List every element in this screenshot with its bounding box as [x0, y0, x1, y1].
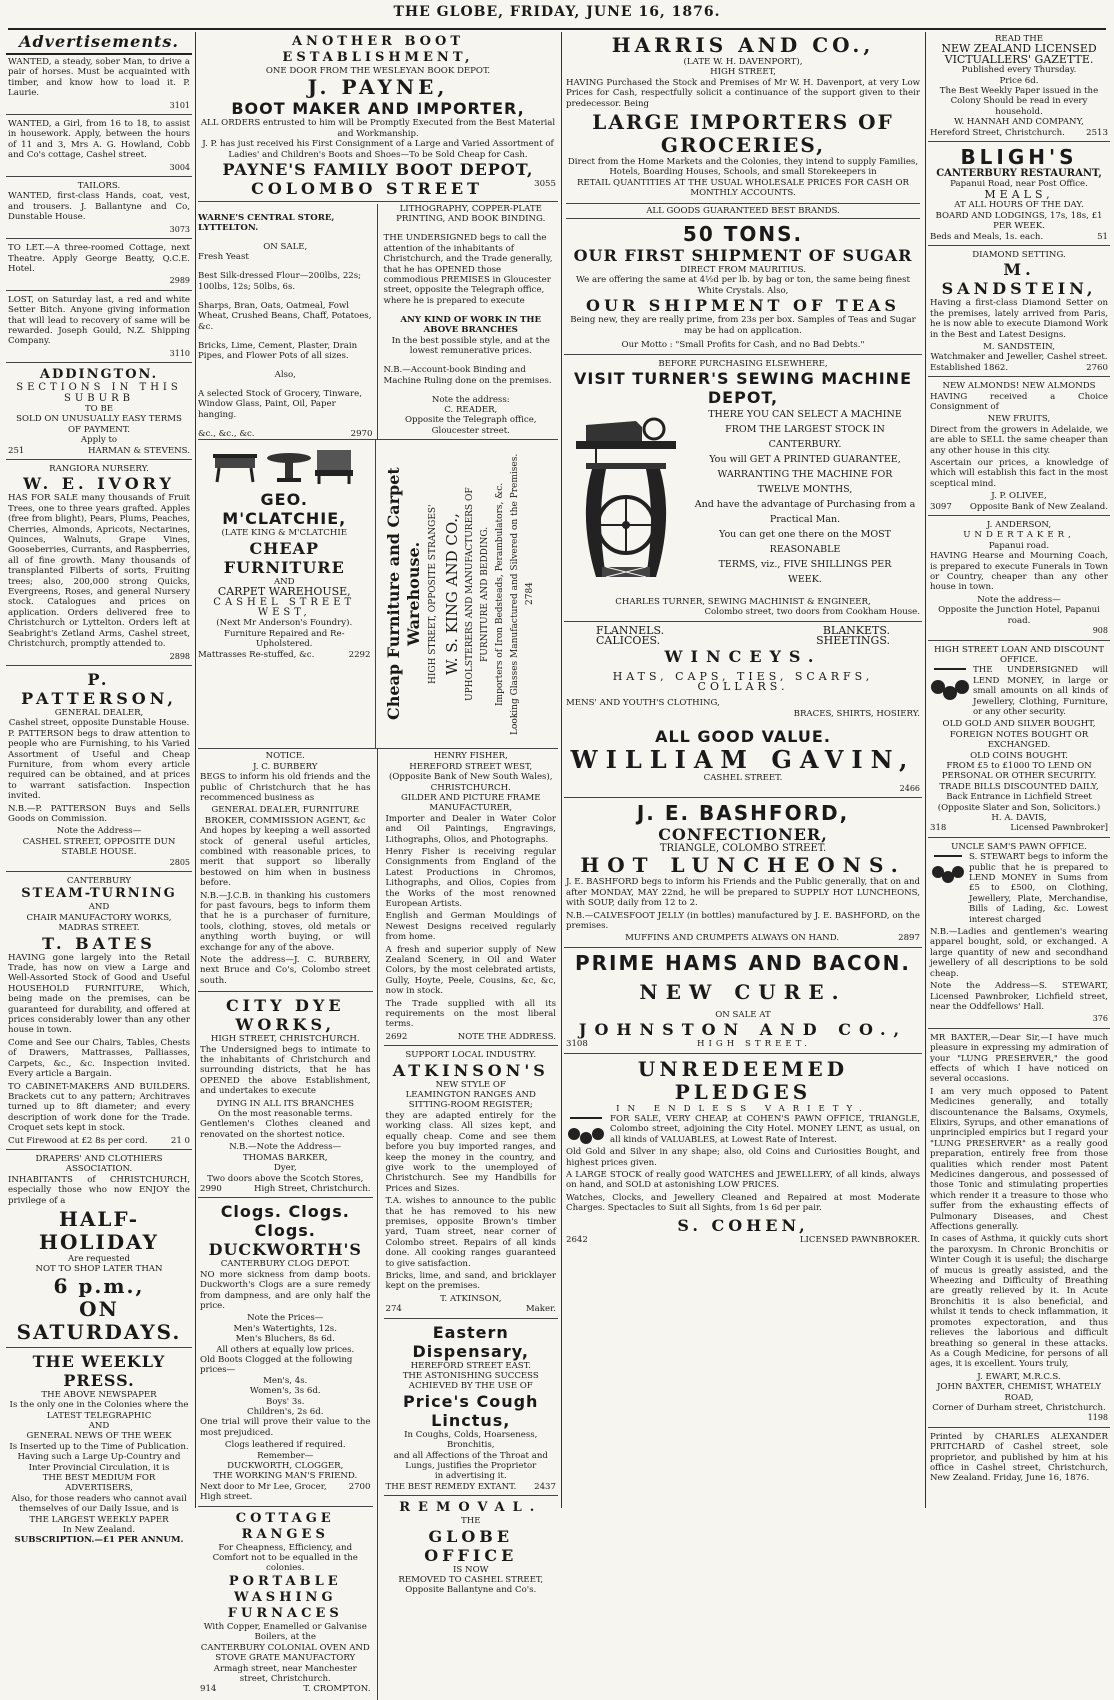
masthead-rule — [8, 28, 1106, 30]
ad-payne-boots: ANOTHER BOOT ESTABLISHMENT, ONE DOOR FROM THE WESLEYAN BOOK DEPOT. J. PAYNE, BOOT MAKER AND IMPORTER, ALL ORDERS entrusted to him will be Promptly Executed from the Best Material and Workmanship. J. P. has just received his First Consignment of a Large and Varied Assortment of Ladies' and Children's Boots and Shoes—To be Sold Cheap for Cash. PAYNE'S FAMILY BOOT DEPOT, COLOMBO STREET 3055 — [198, 32, 558, 202]
ads-row-furniture — [198, 440, 558, 749]
ad-anderson-undertaker: J. ANDERSON, UNDERTAKER, Papanui road. HAVING Hearse and Mourning Coach, is prepared to execute Funerals in Town or Country, cheaper than any other house in town. Note the address— Opposite the Junction Hotel, Papanui road. 908 — [928, 518, 1110, 640]
ad-sandstein: DIAMOND SETTING. M. SANDSTEIN, Having a first-class Diamond Setter on the premises, lately arrived from Paris, he is now able to execute Diamond Work in the Best and Latest Designs. M. SANDSTEIN, Watchmaker and Jeweller, Cashel street. Established 1862. 2760 — [928, 248, 1110, 377]
ad-globe-removal: REMOVAL. THE GLOBE OFFICE IS NOW REMOVED TO CASHEL STREET, Opposite Ballantyne and Co's. — [398, 1500, 544, 1596]
ad-uncle-sams-pawn: UNCLE SAM'S PAWN OFFICE. S. STEWART begs to inform the public that he is prepared to LEND MONEY in Sums from £5 to £500, on Clothing, Jewellery, Plate, Merchandise, Bills of Lading, &c. Lowest interest charged N.B.—Ladies and gentlemen's wearing apparel bought, sold, or exchanged. A large quantity of new and secondhand jewellery of all descriptions to be sold cheap. Note the Address—S. STEWART, Licensed Pawnbroker, Lichfield street, near the Oddfellows' Hall. 376 — [928, 840, 1110, 1029]
ad-johnston-hams: PRIME HAMS AND BACON. NEW CURE. ON SALE AT JOHNSTON AND CO., 3108 HIGH STREET. — [564, 950, 922, 1054]
ad-city-dye-works: CITY DYE WORKS, HIGH STREET, CHRISTCHURCH. The Undersigned begs to intimate to the inhabitants of Christchurch and surrounding districts, that he has OPENED the above Establishment, and undertakes to execute DYING IN ALL ITS BRANCHES On the most reasonable terms. Gentlemen's Clothes cleaned and renovated on the shortest notice. N.B.—Note the Address— THOMAS BARKER, Dyer, Two doors above the Scotch Stores, 2990 High Street, Christchurch. — [198, 994, 373, 1198]
ad-patterson: P. PATTERSON, GENERAL DEALER, Cashel street, opposite Dunstable House. P. PATTERSON begs to draw attention to people who are Furnishing, to his Varied Assortment of Useful and Cheap Furniture, from whom every article required can be obtained, and at prices to warrant satisfaction. Inspection invited. N.B.—P. PATTERSON Buys and Sells Goods on Commission. Note the Address— CASHEL STREET, OPPOSITE DUN STABLE HOUSE. 2805 — [6, 668, 192, 872]
ad-to-let: TO LET.—A three-roomed Cottage, next Theatre. Apply George Beatty, Q.C.E. Hotel. 2989 — [6, 241, 192, 291]
ad-wanted-girl: WANTED, a Girl, from 16 to 18, to assist in housework. Apply, between the hours of 11 and 3, Mrs A. G. Howland, Cobb and Co's cottage, Cashel street. 3004 — [6, 117, 192, 177]
ad-eastern-dispensary: Eastern Dispensary, HEREFORD STREET EAST. THE ASTONISHING SUCCESS ACHIEVED BY THE USE OF Price's Cough Linctus, In Coughs, Colds, Hoarseness, Bronchitis, and all Affections of the Throat and Lungs, justifies the Proprietor in advertising it. THE BEST REMEDY EXTANT. 2437 — [384, 1321, 559, 1497]
column-divider — [195, 32, 196, 1508]
ads-lower-left — [198, 749, 378, 1699]
ad-burbery: NOTICE. J. C. BURBERY BEGS to inform his old friends and the public of Christchurch that he has recommenced business as GENERAL DEALER, FURNITURE BROKER, COMMISSION AGENT, &c And hopes by keeping a well assorted stock of general useful articles, combined with reasonable prices, to merit that support so liberally bestowed on him when in business before. N.B.—J.C.B. in thanking his customers for past favours, begs to inform them that he is a purchaser of furniture, tools, clothing, stoves, old metals or anything worth buying, or will exchange for any of the above. Note the address—J. C. BURBERY, next Bruce and Co's, Colombo street south. — [198, 749, 373, 992]
ad-william-gavin: FLANNELS. BLANKETS. CALICOES. SHEETINGS. WINCEYS. HATS, CAPS, TIES, SCARFS, COLLARS. MENS' AND YOUTH'S CLOTHING, BRACES, SHIRTS, HOSIERY. ALL GOOD VALUE. WILLIAM GAVIN, CASHEL STREET. 2466 — [564, 624, 922, 798]
column-4 — [928, 32, 1110, 1508]
ads-lower-right — [384, 749, 559, 1699]
ad-mclatchie: GEO. M'CLATCHIE, (LATE KING & M'CLATCHIE CHEAP FURNITURE AND CARPET WAREHOUSE, CASHEL STREET WEST, (Next Mr Anderson's Foundry). Furniture Repaired and Re-Upholstered. Mattrasses Re-stuffed, &c. 2292 — [198, 440, 376, 748]
imprint: Printed by CHARLES ALEXANDER PRITCHARD of Cashel street, sole proprietor, and published by him at his office in Cashel street, Christchurch, New Zealand. Friday, June 16, 1876. — [930, 1431, 1108, 1484]
column-divider — [561, 32, 562, 1508]
ad-lung-preserver: MR BAXTER,—Dear Sir,—I have much pleasure in expressing my admiration of your "LUNG PRESERVER," the good effects of which I have noticed on several occasions. I am very much opposed to Patent Medicines generally, and totally discountenance the Balsams, Oxymels, Elixirs, Syrups, and other emanations of unprincipled empirics but I regard your "LUNG PRESERVER" as a really good preparation, entirely free from those qualities which render most Patent Medicines dangerous, and possessed of those Tonic and stimulating properties which render it a treasure to those who suffer from the exhausting effects of Pulmonary Diseases, and Chest Affections generally. In cases of Asthma, it quickly cuts short the paroxysm. In Chronic Bronchitis or Winter Cough it is useful; the discharge of mucus is greatly assisted, and the Wheezing and Difficulty of Breathing are greatly relieved by it. In Acute Bronchitis it is also beneficial, and whilst it tends to check inflammation, it promotes expectoration, and thus relieves the laborious and difficult breathing so general in these attacks. As a Cough Medicine, for persons of all ages, it is excellent. Yours truly, J. EWART, M.R.C.S. JOHN BAXTER, CHEMIST, WHATELY ROAD, Corner of Durham street, Christchurch. 1198 — [928, 1031, 1110, 1428]
ad-wanted-man: WANTED, a steady, sober Man, to drive a pair of horses. Must be acquainted with timber, and know how to load it. P. Laurie. 3101 — [6, 55, 192, 115]
ad-half-holiday: DRAPERS' AND CLOTHIERS ASSOCIATION. INHABITANTS of CHRISTCHURCH, especially those who now ENJOY the privilege of a HALF-HOLIDAY Are requested NOT TO SHOP LATER THAN 6 p.m., ON SATURDAYS. — [6, 1152, 192, 1348]
ad-harris-groceries: HARRIS AND CO., (LATE W. H. DAVENPORT), HIGH STREET, HAVING Purchased the Stock and Premises of Mr W. H. Davenport, at very Low Prices for Cash, respectfully solicit a continuance of the support given to their predecessor. Being LARGE IMPORTERS OF GROCERIES, Direct from the Home Markets and the Colonies, they intend to supply Families, Hotels, Boarding Houses, Schools, and small Storekeepers in RETAIL QUANTITIES AT THE USUAL WHOLESALE PRICES FOR CASH OR MONTHLY ACCOUNTS. ALL GOODS GUARANTEED BEST BRANDS. 50 TONS. OUR FIRST SHIPMENT OF SUGAR DIRECT FROM MAURITIUS. We are offering the same at 4½d per lb. by bag or ton, the same being finest White Crystals. Also, OUR SHIPMENT OF TEAS Being new, they are really prime, from 23s per box. Samples of Teas and Sugar may be had on application. Our Motto : "Small Profits for Cash, and no Bad Debts." — [564, 32, 922, 355]
ad-victuallers-gazette: READ THE NEW ZEALAND LICENSED VICTUALLERS' GAZETTE. Published every Thursday. Price 6d. The Best Weekly Paper issued in the Colony Should be read in every household. W. HANNAH AND COMPANY, Hereford Street, Christchurch. 2513 — [928, 32, 1110, 142]
column-2 — [198, 32, 558, 1695]
sewing-machine-icon — [566, 407, 686, 597]
ad-reader-lithography: LITHOGRAPHY, COPPER-PLATE PRINTING, AND BOOK BINDING. THE UNDERSIGNED begs to call the attention of the inhabitants of Christchurch, and the Trade generally, that he has OPENED those commodious PREMISES in Gloucester street, opposite the Telegraph office, where he is prepared to execute ANY KIND OF WORK IN THE ABOVE BRANCHES In the best possible style, and at the lowest remunerative prices. N.B.—Account-book Binding and Machine Ruling done on the premises. Note the address: C. READER, Opposite the Telegraph office, Gloucester street. — [383, 204, 553, 436]
ad-atkinson-ranges: SUPPORT LOCAL INDUSTRY. ATKINSON'S NEW STYLE OF LEAMINGTON RANGES AND SITTING-ROOM REGISTER; they are adapted entirely for the working class. All sizes kept, and equally cheap. Come and see them before you buy imported ranges, and keep the money in the country, and give work to the unemployed of Christchurch. See my Handbills for Prices and Sizes. T.A. wishes to announce to the public that he has removed to his new premises, opposite Brown's timber yard, Tuam street, near corner of Colombo street. Repairs of all kinds done. All cooking ranges guaranteed to give satisfaction. Bricks, lime, and sand, and bricklayer kept on the premises. T. ATKINSON, 274 Maker. — [384, 1048, 559, 1318]
ad-henry-fisher: HENRY FISHER, HEREFORD STREET WEST, (Opposite Bank of New South Wales), CHRISTCHURCH. GILDER AND PICTURE FRAME MANUFACTURER, Importer and Dealer in Water Color and Oil Paintings, Engravings, Lithographs, Olios, and Photographs. Henry Fisher is receiving regular Consignments from England of the Latest Productions in Chromos, Lithographs, and Olios, Copies from the Works of the most renowned European Artists. English and German Mouldings of Newest Designs received regularly from home. A fresh and superior supply of New Zealand Scenery, in Oil and Water Colors, by the most celebrated artists, Gully, Hoyte, Peele, Cousins, &c, &c, now in stock. The Trade supplied with all its requirements on the most liberal terms. 2692 NOTE THE ADDRESS. — [384, 749, 559, 1046]
furniture-illustration-icon — [209, 444, 359, 486]
ad-turner-sewing: BEFORE PURCHASING ELSEWHERE, VISIT TURNER'S SEWING MACHINE DEPOT, THERE YOU CAN SELECT A MACHINE FROM THE LARGEST STOCK IN CANTERBURY. You will GET A PRINTED GUARANTEE, WARRANTING THE MACHINE FOR TWELVE MONTHS, And have the advantage of Purchasing from a Practical Man. You can get one there on the MOST REASONABLE TERMS, viz., FIVE SHILLINGS PER WEEK. CHARLES TURNER, SEWING MACHINIST & ENGINEER, Colombo street, two doors from Cookham House. — [564, 357, 922, 622]
column-3 — [564, 32, 922, 1508]
advertisements-heading: Advertisements. — [6, 32, 192, 55]
ad-king-furniture: Cheap Furniture and Carpet Warehouse. HIGH STREET, OPPOSITE STRANGES' W. S. KING AND CO., UPHOLSTERERS AND MANUFACTURERS OF FURNITURE AND BEDDING. Importers of Iron Bedsteads, Perambulators, &c. Looking Glasses Manufactured and Silvered on the Premises. 2784 — [383, 453, 535, 735]
ad-duckworth-clogs: Clogs. Clogs. Clogs. DUCKWORTH'S CANTERBURY CLOG DEPOT. NO more sickness from damp boots. Duckworth's Clogs are a sure remedy from dampness, and are only half the price. Note the Prices— Men's Watertights, 12s. Men's Bluchers, 8s 6d. All others at equally low prices. Old Boots Clogged at the following prices— Men's, 4s. Women's, 3s 6d. Boys' 3s. Children's, 2s 6d. One trial will prove their value to the most prejudiced. Clogs leathered if required. Remember— DUCKWORTH, CLOGGER, THE WORKING MAN'S FRIEND. Next door to Mr Lee, Grocer, High street. 2700 — [198, 1200, 373, 1506]
ad-high-street-loan: HIGH STREET LOAN AND DISCOUNT OFFICE. THE UNDERSIGNED will LEND MONEY, in large or small amounts on all kinds of Jewellery, Clothing, Furniture, or any other security. OLD GOLD AND SILVER BOUGHT, FOREIGN NOTES BOUGHT OR EXCHANGED. OLD COINS BOUGHT. FROM £5 to £1000 TO LEND ON PERSONAL OR OTHER SECURITY. TRADE BILLS DISCOUNTED DAILY, Back Entrance in Lichfield Street (Opposite Slater and Son, Solicitors.) H. A. DAVIS, 318 Licensed Pawnbroker] — [928, 643, 1110, 838]
masthead: THE GLOBE, FRIDAY, JUNE 16, 1876. — [393, 4, 721, 20]
ad-new-almonds: NEW ALMONDS! NEW ALMONDS HAVING received a Choice Consignment of NEW FRUITS, Direct from the growers in Adelaide, we are able to SELL the same cheaper than any other house in this city. Ascertain our prices, a knowledge of which will establish this fact in the most sceptical mind. J. P. OLIVEE, 3097 Opposite Bank of New Zealand. — [928, 379, 1110, 516]
ad-addington: ADDINGTON. SECTIONS IN THIS SUBURB TO BE SOLD ON UNUSUALLY EASY TERMS OF PAYMENT. Apply to 251 HARMAN & STEVENS. — [6, 365, 192, 460]
ad-bashford: J. E. BASHFORD, CONFECTIONER, TRIANGLE, COLOMBO STREET. HOT LUNCHEONS. J. E. BASHFORD begs to inform his Friends and the Public generally, that on and after MONDAY, MAY 22nd, he will be prepared to SUPPLY HOT LUNCHEONS, with SOUP, daily from 12 to 2. N.B.—CALVESFOOT JELLY (in bottles) manufactured by J. E. BASHFORD, on the premises. MUFFINS AND CRUMPETS ALWAYS ON HAND. 2897 — [564, 800, 922, 948]
ad-blighs-restaurant: BLIGH'S CANTERBURY RESTAURANT, Papanui Road, near Post Office. MEALS, AT ALL HOURS OF THE DAY. BOARD AND LODGINGS, 17s, 18s, £1 PER WEEK. Beds and Meals, 1s. each. 51 — [928, 144, 1110, 246]
ad-warne-store: WARNE'S CENTRAL STORE, LYTTELTON. ON SALE, Fresh Yeast Best Silk-dressed Flour—200lbs, 22s; 100lbs, 12s; 50lbs, 6s. Sharps, Bran, Oats, Oatmeal, Fowl Wheat, Crushed Beans, Chaff, Potatoes, &c. Bricks, Lime, Cement, Plaster, Drain Pipes, and Flower Pots of all sizes. Also, A selected Stock of Grocery, Tinware, Window Glass, Paint, Oil, Paper hanging. &c., &c., &c. 2970 — [198, 204, 378, 439]
ads-row-lower — [198, 749, 558, 1699]
pawnbroker-balls-icon — [930, 852, 966, 884]
column-1 — [6, 32, 192, 1546]
pawnbroker-balls-icon — [930, 665, 970, 701]
ad-weekly-press: THE WEEKLY PRESS. THE ABOVE NEWSPAPER Is the only one in the Colonies where the LATEST TELEGRAPHIC AND GENERAL NEWS OF THE WEEK Is Inserted up to the Time of Publication. Having such a Large Up-Country and Inter Provincial Circulation, it is THE BEST MEDIUM FOR ADVERTISERS, Also, for those readers who cannot avail themselves of our Daily Issue, and is THE LARGEST WEEKLY PAPER In New Zealand. SUBSCRIPTION.—£1 PER ANNUM. — [9, 1351, 189, 1546]
ad-cottage-ranges: COTTAGE RANGES For Cheapness, Efficiency, and Comfort not to be equalled in the colonies. PORTABLE WASHING FURNACES With Copper, Enamelled or Galvanise Boilers, at the CANTERBURY COLONIAL OVEN AND STOVE GRATE MANUFACTORY Armagh street, near Manchester street, Christchurch. 914 T. CROMPTON. — [200, 1510, 371, 1695]
ad-steam-turning: CANTERBURY STEAM-TURNING AND CHAIR MANUFACTORY WORKS, MADRAS STREET. T. BATES HAVING gone largely into the Retail Trade, has now on view a Large and Well-Assorted Stock of Good and Useful HOUSEHOLD FURNITURE, Which, being made on the premises, can be guaranteed for durability, and offered at prices considerably lower than any other house in town. Come and See our Chairs, Tables, Chests of Drawers, Mattrasses, Palliasses, Carpets, &c., &c. Inspection invited. Every article a Bargain. TO CABINET-MAKERS AND BUILDERS. Brackets cut to any pattern; Architraves turned up to 8ft diameter; and every description of work done for the Trade. Croquet sets kept in stock. Cut Firewood at £2 8s per cord. 21 0 — [6, 874, 192, 1150]
column-divider — [925, 32, 926, 1508]
ad-rangiora-nursery: RANGIORA NURSERY. W. E. IVORY HAS FOR SALE many thousands of Fruit Trees, one to three years grafted. Apples (free from blight), Pears, Plums, Peaches, Cherries, Almonds, Apricots, Nectarines, Quinces, Walnuts, Grape Vines, Gooseberries, Currants, and Raspberries, all of fine growth. Many thousands of transplanted Filberts of sorts, Fruiting trees; also, 200,000 strong Quicks, Evergreens, Roses, and general Nursery stock. Catalogues and prices on application. Orders delivered free to Christchurch or Lyttelton. Orders left at Seabright's Zetland Arms, Cashel street, Christchurch, promptly attended to. 2898 — [6, 462, 192, 666]
ads-row-warne-reader — [198, 204, 558, 440]
ad-tailors: TAILORS. WANTED, first-class Hands, coat, vest, and trousers. J. Ballantyne and Co, Dunstable House. 3073 — [6, 179, 192, 239]
pawnbroker-balls-icon — [566, 1114, 606, 1144]
ad-lost: LOST, on Saturday last, a red and white Setter Bitch. Anyone giving information that will lead to recovery of same will be rewarded. Joseph Gould, N.Z. Shipping Company. 3110 — [6, 293, 192, 363]
ad-cohen-pledges: UNREDEEMED PLEDGES IN ENDLESS VARIETY. FOR SALE, VERY CHEAP, at COHEN'S PAWN OFFICE, TRIANGLE, Colombo street, adjoining the City Hotel. MONEY LENT, as usual, on all kinds of VALUABLES, at Lowest Rate of Interest. Old Gold and Silver in any shape; also, old Coins and Curiosities Bought, and highest prices given. A LARGE STOCK of really good WATCHES and JEWELLERY, of all kinds, always on hand, and SOLD at astonishing LOW PRICES. Watches, Clocks, and Jewellery Cleaned and Repaired at most Moderate Charges. Spectacles to Suit all Sights, from 1s 6d per pair. S. COHEN, 2642 LICENSED PAWNBROKER. — [566, 1056, 920, 1245]
